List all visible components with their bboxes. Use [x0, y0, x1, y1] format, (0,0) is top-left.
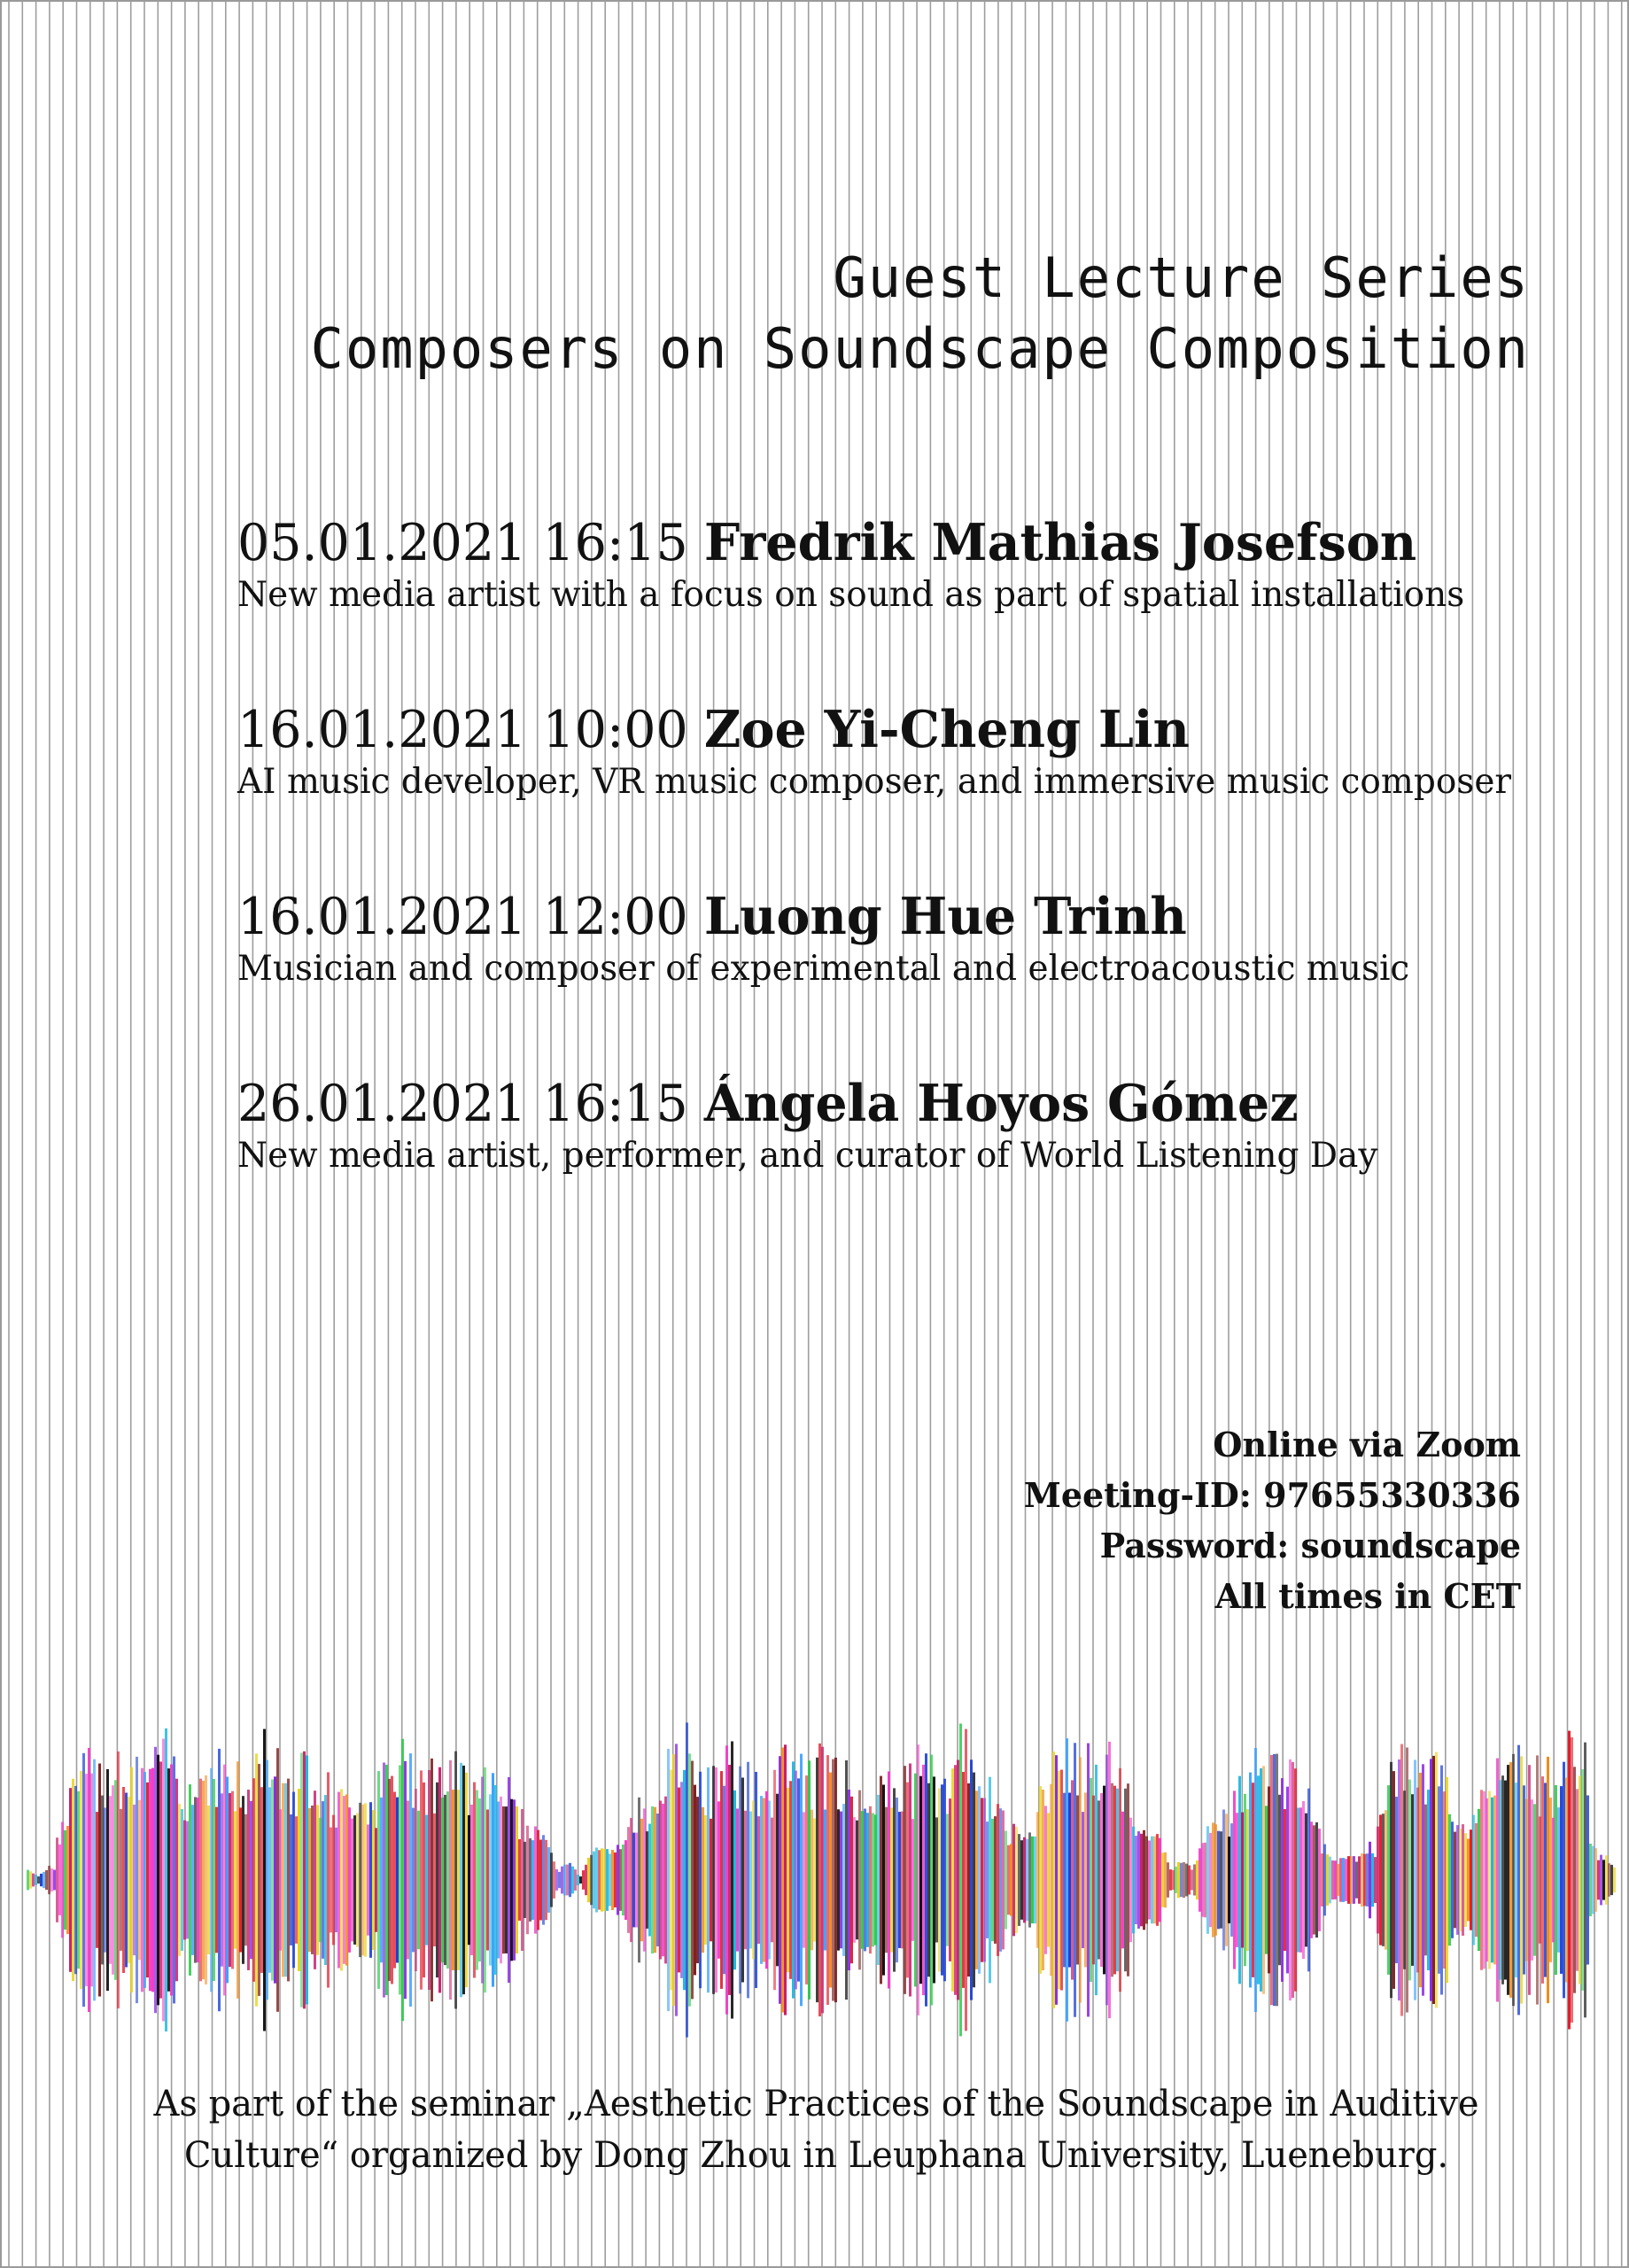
platform-text: Online via Zoom	[1213, 1425, 1521, 1464]
footer-line-1: As part of the seminar „Aesthetic Practices of the Soundscape in Auditive	[153, 2084, 1479, 2124]
lecturer-name: Ángela Hoyos Gómez	[703, 1074, 1299, 1133]
lecture-item	[237, 885, 1584, 1072]
lecture-item	[237, 511, 1584, 698]
lecturer-name: Zoe Yi-Cheng Lin	[703, 700, 1190, 759]
lecture-headline	[237, 885, 1584, 949]
seminar-footer	[2, 2078, 1629, 2181]
lecturer-name: Fredrik Mathias Josefson	[703, 513, 1417, 572]
timezone-text: All times in CET	[1214, 1576, 1521, 1616]
lecturer-description: New media artist with a focus on sound as part of spatial installations	[237, 575, 1465, 615]
lecturer-description: New media artist, performer, and curator of World Listening Day	[237, 1136, 1378, 1176]
lecture-headline	[237, 1072, 1584, 1136]
series-title-line-1: Guest Lecture Series	[833, 245, 1530, 310]
lecture-item	[237, 698, 1584, 885]
lecturer-description: AI music developer, VR music composer, and immersive music composer	[237, 762, 1512, 802]
series-title-line-2: Composers on Soundscape Composition	[310, 316, 1530, 381]
lecture-datetime: 16.01.2021 12:00	[237, 888, 688, 946]
footer-line-2: Culture“ organized by Dong Zhou in Leuphana University, Lueneburg.	[183, 2135, 1449, 2176]
lecturer-description: Musician and composer of experimental and electroacoustic music	[237, 949, 1410, 989]
lecture-headline	[237, 698, 1584, 762]
password-text: Password: soundscape	[1099, 1526, 1521, 1565]
lecture-schedule	[237, 511, 1584, 1259]
lecturer-name: Luong Hue Trinh	[703, 887, 1187, 946]
lecture-datetime: 26.01.2021 16:15	[237, 1075, 688, 1133]
meeting-info	[1024, 1419, 1521, 1621]
lecture-headline	[237, 511, 1584, 575]
series-title	[311, 243, 1530, 384]
meeting-id-text: Meeting-ID: 97655330336	[1023, 1475, 1521, 1515]
lecture-datetime: 16.01.2021 10:00	[237, 701, 688, 759]
lecture-datetime: 05.01.2021 16:15	[237, 514, 688, 572]
lecture-item	[237, 1072, 1584, 1259]
